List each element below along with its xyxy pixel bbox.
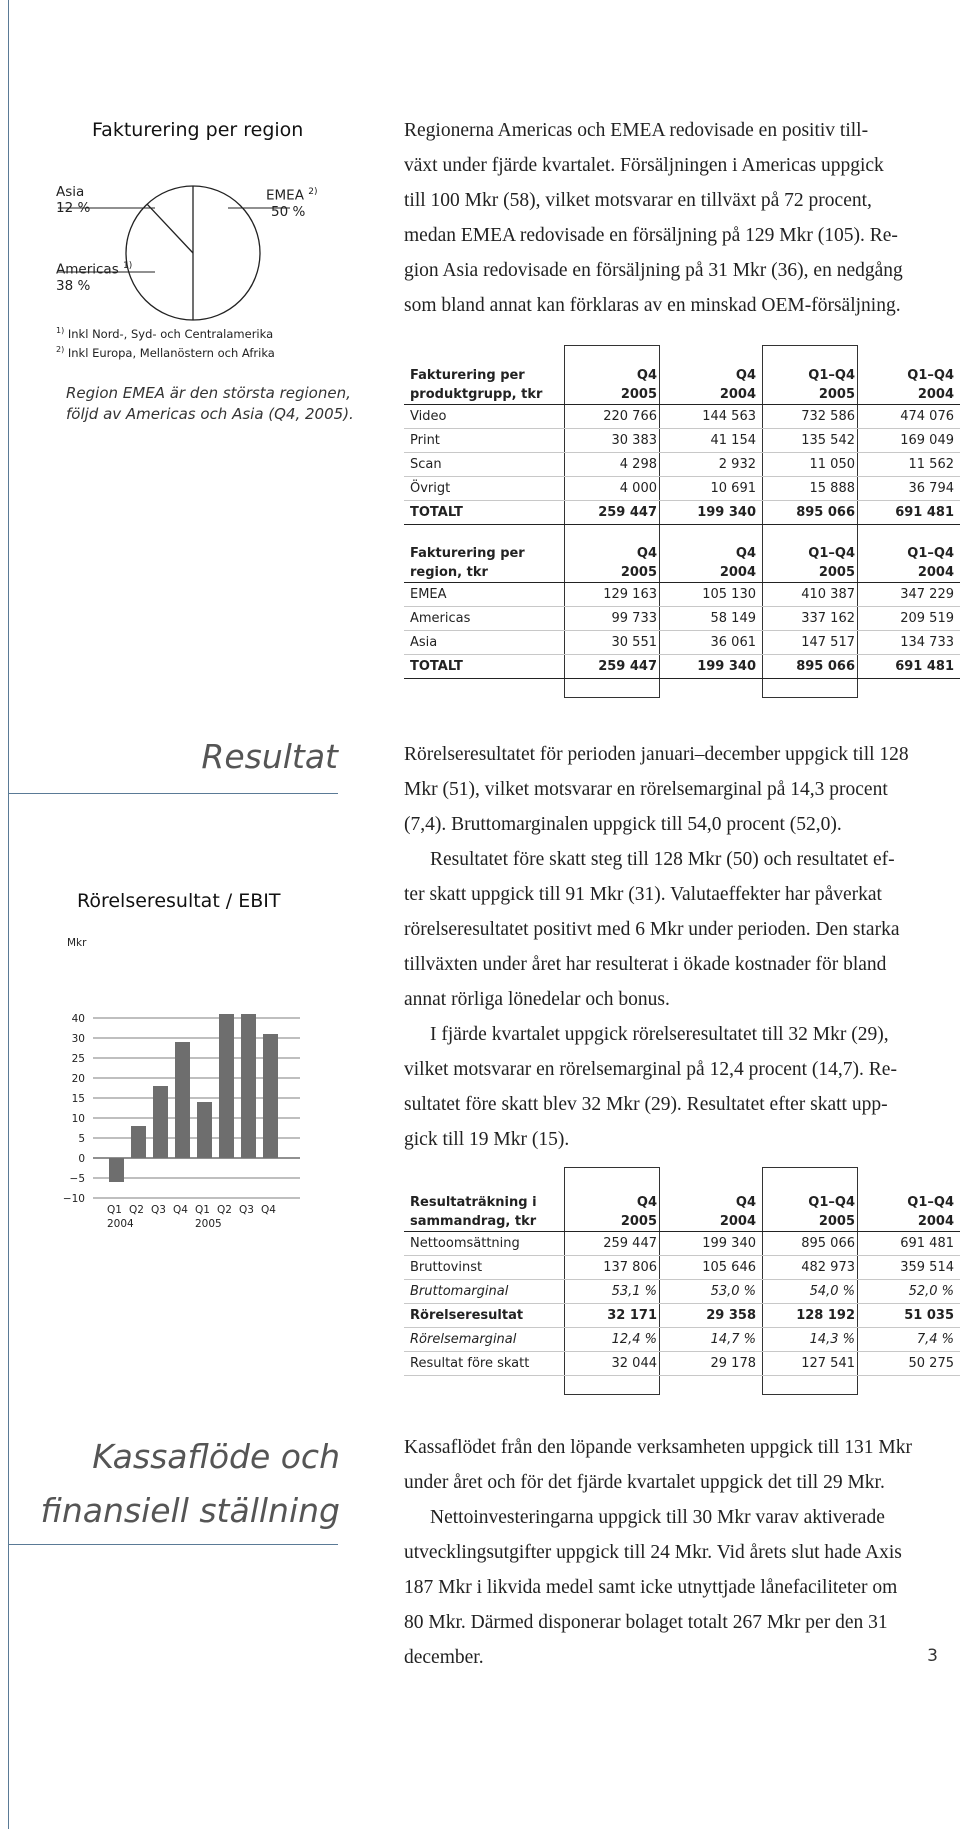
table-header-cell: 2004	[663, 563, 762, 583]
table-cell: 169 049	[861, 429, 960, 453]
income-statement-table	[404, 1193, 960, 1376]
table-header-cell: region, tkr	[404, 563, 564, 583]
kassaflode-paragraphs	[404, 1430, 949, 1675]
regions-line: Regionerna Americas och EMEA redovisade en positiv till-	[404, 120, 869, 141]
table-header-cell: Q4	[735, 1195, 756, 1210]
table-header-cell: 2005	[762, 563, 861, 583]
table-header-cell: Resultaträkning i	[410, 1195, 537, 1210]
table-cell: 410 387	[762, 583, 861, 607]
pie-label-americas-note: 1)	[123, 261, 133, 271]
pie-label-americas-pct: 38 %	[56, 277, 91, 294]
table-total-cell: 691 481	[861, 655, 960, 679]
table-row	[404, 1328, 960, 1352]
table-row	[404, 1232, 960, 1256]
region-chart-caption	[66, 383, 354, 425]
pie-label-emea	[266, 184, 318, 220]
table-cell: 259 447	[564, 1232, 663, 1256]
table-cell: 30 551	[564, 631, 663, 655]
kassaflode-line: utvecklingsutgifter uppgick till 24 Mkr. Vid årets slut hade Axis	[404, 1542, 902, 1563]
table-header-cell: 2005	[564, 563, 663, 583]
table-cell: 54,0 %	[762, 1280, 861, 1304]
kassaflode-heading-line-2: finansiell ställning	[40, 1491, 340, 1530]
resultat-line: ter skatt uppgick till 91 Mkr (31). Valutaeffekter har påverkat	[404, 884, 882, 905]
table-header-cell: Q4	[636, 368, 657, 383]
table-cell: 137 806	[564, 1256, 663, 1280]
table-total-cell: 895 066	[762, 501, 861, 525]
table-cell: Bruttovinst	[404, 1256, 564, 1280]
table-total-cell: 199 340	[663, 655, 762, 679]
table-header-row	[404, 366, 960, 385]
table-total-row	[404, 501, 960, 525]
table-total-cell: 895 066	[762, 655, 861, 679]
table-cell: 691 481	[861, 1232, 960, 1256]
kassaflode-heading-line-1: Kassaflöde och	[92, 1437, 340, 1476]
ebit-unit-label: Mkr	[67, 937, 87, 949]
ebit-bar	[197, 1102, 212, 1158]
table-total-cell: 199 340	[663, 501, 762, 525]
table-cell: 30 383	[564, 429, 663, 453]
table-cell: Övrigt	[404, 477, 564, 501]
table-cell: Print	[404, 429, 564, 453]
ebit-bar	[241, 1014, 256, 1158]
pie-label-asia-name: Asia	[56, 184, 85, 200]
table-row	[404, 1304, 960, 1328]
table-row	[404, 1256, 960, 1280]
region-footnotes	[56, 323, 275, 361]
table-row	[404, 631, 960, 655]
table-cell: 29 178	[663, 1352, 762, 1376]
table-header-row	[404, 563, 960, 583]
table-cell: 220 766	[564, 405, 663, 429]
table-row	[404, 453, 960, 477]
resultat-heading: Resultat	[201, 737, 338, 776]
ebit-chart-title: Rörelseresultat / EBIT	[77, 890, 281, 912]
product-group-table	[404, 366, 960, 525]
table-cell: 52,0 %	[861, 1280, 960, 1304]
ebit-year-label: 2005	[195, 1218, 222, 1228]
resultat-line: gick till 19 Mkr (15).	[404, 1129, 570, 1150]
table-cell: 105 646	[663, 1256, 762, 1280]
table-cell: 209 519	[861, 607, 960, 631]
table-cell: Scan	[404, 453, 564, 477]
pie-slice-asia	[147, 204, 193, 253]
table-total-cell: 259 447	[564, 501, 663, 525]
table-header-cell: Fakturering per	[410, 368, 525, 383]
ebit-ytick-label: 25	[71, 1053, 85, 1065]
table-cell: 482 973	[762, 1256, 861, 1280]
table-cell: 14,7 %	[663, 1328, 762, 1352]
resultat-line: sultatet före skatt blev 32 Mkr (29). Resultatet efter skatt upp-	[404, 1094, 888, 1115]
table-cell: 127 541	[762, 1352, 861, 1376]
table-cell: 14,3 %	[762, 1328, 861, 1352]
table-header-cell: 2004	[663, 385, 762, 405]
table-cell: 41 154	[663, 429, 762, 453]
regions-line: medan EMEA redovisade en försäljning på 129 Mkr (105). Re-	[404, 225, 898, 246]
kassaflode-rule	[8, 1544, 338, 1545]
table-header-cell: Q1–Q4	[808, 368, 855, 383]
table-header-cell: 2005	[564, 1212, 663, 1232]
table-cell: 732 586	[762, 405, 861, 429]
ebit-year-label: 2004	[107, 1218, 134, 1228]
ebit-ytick-label: 40	[71, 1013, 85, 1025]
ebit-ytick-label: 15	[71, 1093, 85, 1105]
resultat-line: vilket motsvarar en rörelsemarginal på 12,4 procent (14,7). Re-	[404, 1059, 897, 1080]
table-total-row	[404, 655, 960, 679]
region-chart-title: Fakturering per region	[92, 119, 304, 141]
kassaflode-line: Nettoinvesteringarna uppgick till 30 Mkr varav aktiverade	[430, 1507, 885, 1528]
pie-label-asia-pct: 12 %	[56, 200, 91, 216]
pie-label-americas	[56, 258, 132, 294]
table-cell: Bruttomarginal	[404, 1280, 564, 1304]
pie-label-asia	[56, 184, 90, 216]
table-cell: 2 932	[663, 453, 762, 477]
pie-label-americas-name: Americas	[56, 261, 119, 278]
table-cell: Rörelseresultat	[404, 1304, 564, 1328]
table-cell: 199 340	[663, 1232, 762, 1256]
table-cell: 15 888	[762, 477, 861, 501]
margin-vertical-rule	[8, 0, 9, 1829]
table-header-row	[404, 544, 960, 563]
table-cell: 134 733	[861, 631, 960, 655]
pie-label-emea-name: EMEA	[266, 187, 304, 204]
table-header-cell: Q1–Q4	[907, 1195, 954, 1210]
ebit-ytick-label: 30	[71, 1033, 85, 1045]
caption-line-2: följd av Americas och Asia (Q4, 2005).	[66, 405, 354, 423]
kassaflode-line: 187 Mkr i likvida medel samt icke utnyttjade lånefaciliteter om	[404, 1577, 898, 1598]
table-cell: 11 562	[861, 453, 960, 477]
table-header-cell: 2005	[564, 385, 663, 405]
region-table	[404, 544, 960, 679]
ebit-bar	[109, 1158, 124, 1182]
table-cell: Americas	[404, 607, 564, 631]
table-cell: 53,1 %	[564, 1280, 663, 1304]
table-cell: 12,4 %	[564, 1328, 663, 1352]
ebit-xtick-label: Q2	[217, 1204, 232, 1216]
table-total-cell: TOTALT	[404, 501, 564, 525]
table-cell: 895 066	[762, 1232, 861, 1256]
table-cell: 347 229	[861, 583, 960, 607]
table-header-cell: Q4	[636, 1195, 657, 1210]
footnote-1: $^{1)}$ Inkl Nord-, Syd- och Centralamerika	[56, 326, 274, 341]
table-cell: 7,4 %	[861, 1328, 960, 1352]
table-header-row	[404, 1212, 960, 1232]
table-cell: 32 044	[564, 1352, 663, 1376]
table-header-cell: Fakturering per	[410, 546, 525, 561]
table-cell: 99 733	[564, 607, 663, 631]
table-cell: 36 061	[663, 631, 762, 655]
table-header-cell: Q4	[735, 546, 756, 561]
table-header-cell: Q1–Q4	[808, 546, 855, 561]
pie-label-emea-note: 2)	[308, 187, 318, 197]
table-header-row	[404, 1193, 960, 1212]
table-cell: EMEA	[404, 583, 564, 607]
table-cell: 58 149	[663, 607, 762, 631]
table-cell: 53,0 %	[663, 1280, 762, 1304]
table-cell: 359 514	[861, 1256, 960, 1280]
ebit-xtick-label: Q4	[173, 1204, 188, 1216]
table-cell: 337 162	[762, 607, 861, 631]
resultat-line: Resultatet före skatt steg till 128 Mkr (50) och resultatet ef-	[430, 849, 895, 870]
table-cell: 4 000	[564, 477, 663, 501]
ebit-bar-chart	[55, 928, 305, 1228]
table-row	[404, 477, 960, 501]
table-header-cell: sammandrag, tkr	[404, 1212, 564, 1232]
table-total-cell: 259 447	[564, 655, 663, 679]
table-cell: 144 563	[663, 405, 762, 429]
kassaflode-line: december.	[404, 1647, 484, 1668]
resultat-line: Mkr (51), vilket motsvarar en rörelsemarginal på 14,3 procent	[404, 779, 888, 800]
ebit-xtick-label: Q1	[195, 1204, 210, 1216]
ebit-ytick-label: 0	[78, 1153, 85, 1165]
ebit-xtick-label: Q4	[261, 1204, 276, 1216]
ebit-ytick-label: 5	[78, 1133, 85, 1145]
table-row	[404, 429, 960, 453]
ebit-ytick-label: −10	[62, 1193, 85, 1205]
resultat-line: I fjärde kvartalet uppgick rörelseresultatet till 32 Mkr (29),	[430, 1024, 889, 1045]
table-header-cell: 2004	[861, 563, 960, 583]
resultat-line: annat rörliga lönedelar och bonus.	[404, 989, 670, 1010]
regions-line: till 100 Mkr (58), vilket motsvarar en tillväxt på 72 procent,	[404, 190, 872, 211]
kassaflode-line: Kassaflödet från den löpande verksamheten uppgick till 131 Mkr	[404, 1437, 912, 1458]
table-cell: 135 542	[762, 429, 861, 453]
table-cell: Asia	[404, 631, 564, 655]
footnote-2: $^{2)}$ Inkl Europa, Mellanöstern och Afrika	[56, 344, 275, 360]
resultat-line: rörelseresultatet positivt med 6 Mkr under perioden. Den starka	[404, 919, 900, 940]
table-cell: Nettoomsättning	[404, 1232, 564, 1256]
table-cell: 129 163	[564, 583, 663, 607]
resultat-line: (7,4). Bruttomarginalen uppgick till 54,0 procent (52,0).	[404, 814, 842, 835]
regions-line: växt under fjärde kvartalet. Försäljningen i Americas uppgick	[404, 155, 884, 176]
resultat-line: tillväxten under året har resulterat i ökade kostnader för bland	[404, 954, 887, 975]
table-cell: 29 358	[663, 1304, 762, 1328]
table-cell: 147 517	[762, 631, 861, 655]
table-cell: Video	[404, 405, 564, 429]
table-row	[404, 1352, 960, 1376]
table-cell: Resultat före skatt	[404, 1352, 564, 1376]
table-total-cell: 691 481	[861, 501, 960, 525]
table-header-cell: Q1–Q4	[907, 546, 954, 561]
table-header-cell: produktgrupp, tkr	[404, 385, 564, 405]
table-cell: 474 076	[861, 405, 960, 429]
ebit-xtick-label: Q3	[151, 1204, 166, 1216]
ebit-bar	[175, 1042, 190, 1158]
resultat-line: Rörelseresultatet för perioden januari–december uppgick till 128	[404, 744, 909, 765]
regions-line: gion Asia redovisade en försäljning på 31 Mkr (36), en nedgång	[404, 260, 903, 281]
ebit-bar	[153, 1086, 168, 1158]
ebit-ytick-label: 20	[71, 1073, 85, 1085]
table-header-cell: Q4	[735, 368, 756, 383]
table-header-cell: Q1–Q4	[907, 368, 954, 383]
table-cell: Rörelsemarginal	[404, 1328, 564, 1352]
kassaflode-heading	[20, 1430, 340, 1538]
table-header-cell: 2005	[762, 385, 861, 405]
table-cell: 32 171	[564, 1304, 663, 1328]
resultat-paragraphs	[404, 737, 949, 1157]
regions-paragraph	[404, 113, 949, 323]
page-number: 3	[927, 1646, 938, 1666]
caption-line-1: Region EMEA är den största regionen,	[66, 384, 351, 402]
table-cell: 128 192	[762, 1304, 861, 1328]
table-header-cell: 2004	[663, 1212, 762, 1232]
resultat-rule	[8, 793, 338, 794]
table-total-cell: TOTALT	[404, 655, 564, 679]
table-row	[404, 583, 960, 607]
table-cell: 10 691	[663, 477, 762, 501]
ebit-ytick-label: 10	[71, 1113, 85, 1125]
table-cell: 51 035	[861, 1304, 960, 1328]
ebit-bar	[219, 1014, 234, 1158]
ebit-bar	[263, 1034, 278, 1158]
table-cell: 105 130	[663, 583, 762, 607]
regions-line: som bland annat kan förklaras av en minskad OEM-försäljning.	[404, 295, 901, 316]
table-header-cell: 2004	[861, 385, 960, 405]
table-cell: 36 794	[861, 477, 960, 501]
ebit-bar	[131, 1126, 146, 1158]
ebit-ytick-label: −5	[69, 1173, 85, 1185]
table-header-cell: Q1–Q4	[808, 1195, 855, 1210]
pie-label-emea-pct: 50 %	[271, 203, 306, 220]
table-header-cell: 2005	[762, 1212, 861, 1232]
table-header-cell: Q4	[636, 546, 657, 561]
kassaflode-line: under året och för det fjärde kvartalet uppgick det till 29 Mkr.	[404, 1472, 885, 1493]
table-row	[404, 607, 960, 631]
table-cell: 50 275	[861, 1352, 960, 1376]
table-row	[404, 405, 960, 429]
ebit-xtick-label: Q3	[239, 1204, 254, 1216]
kassaflode-line: 80 Mkr. Därmed disponerar bolaget totalt 267 Mkr per den 31	[404, 1612, 888, 1633]
ebit-xtick-label: Q1	[107, 1204, 122, 1216]
table-cell: 4 298	[564, 453, 663, 477]
table-header-cell: 2004	[861, 1212, 960, 1232]
table-row	[404, 1280, 960, 1304]
ebit-xtick-label: Q2	[129, 1204, 144, 1216]
table-cell: 11 050	[762, 453, 861, 477]
table-header-row	[404, 385, 960, 405]
